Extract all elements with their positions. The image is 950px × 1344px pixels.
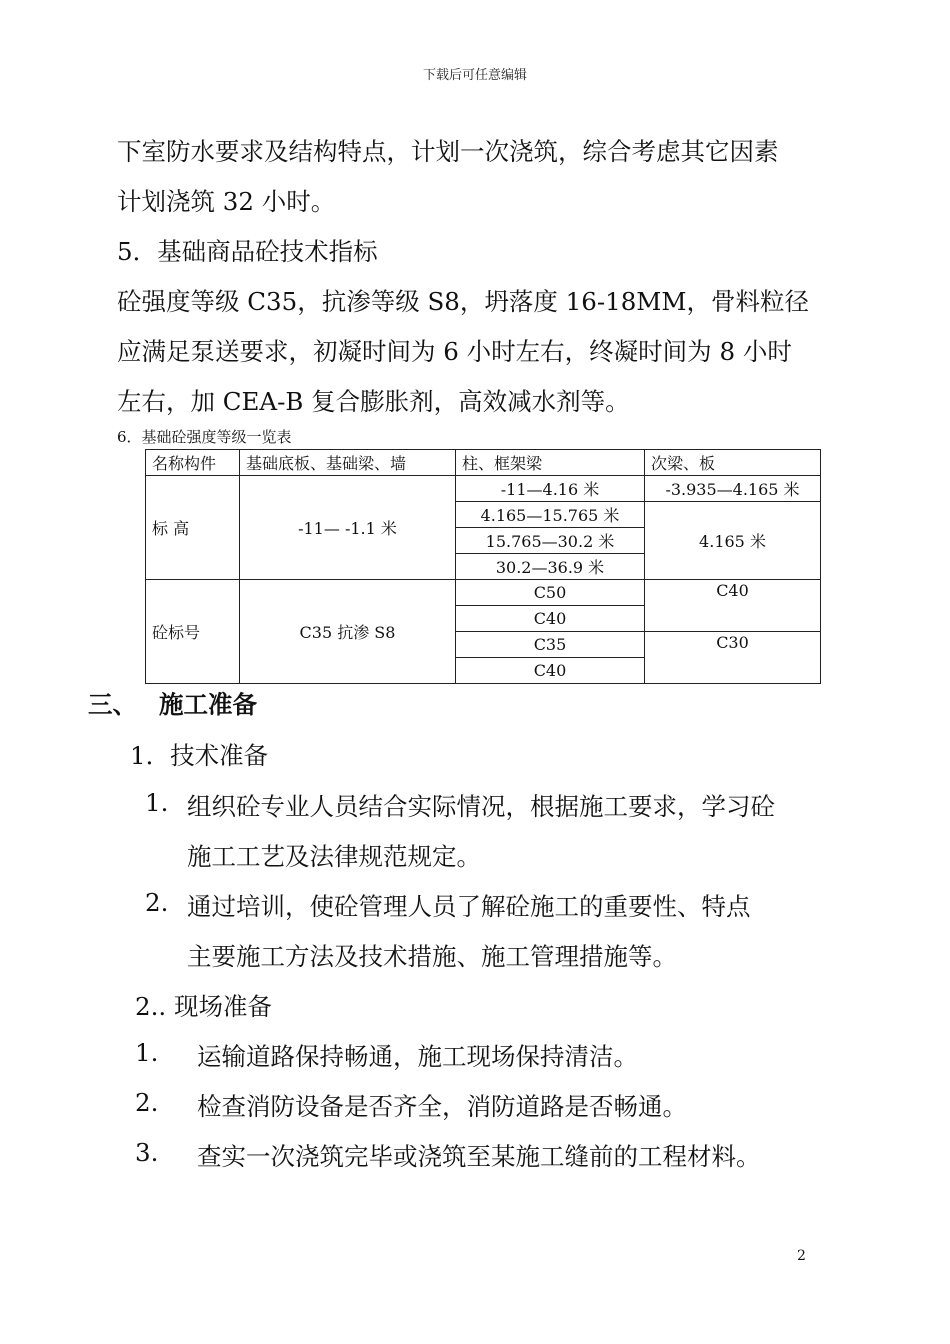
elevation-column-cell: 15.765—30.2 米 (456, 528, 645, 554)
tech-item-line-1: 组织砼专业人员结合实际情况，根据施工要求，学习砼 (187, 792, 775, 821)
site-item-number: 1. (135, 1038, 159, 1067)
table-header-cell: 名称构件 (146, 450, 240, 476)
item5-line-2: 应满足泵送要求，初凝时间为 6 小时左右，终凝时间为 8 小时 (117, 337, 792, 366)
concrete-grade-table (145, 449, 821, 684)
page-number: 2 (797, 1248, 806, 1264)
table-header-row (146, 450, 821, 476)
item5-line-3: 左右，加 CEA-B 复合膨胀剂，高效减水剂等。 (117, 387, 630, 416)
intro-line-2: 计划浇筑 32 小时。 (117, 187, 336, 216)
item6-heading: 6．基础砼强度等级一览表 (117, 428, 292, 446)
elevation-foundation: -11— -1.1 米 (240, 476, 456, 580)
table-row (146, 580, 821, 606)
page-header: 下载后可任意编辑 (422, 68, 527, 83)
tech-item-line-2: 施工工艺及法律规范规定。 (187, 842, 481, 871)
grade-label: 砼标号 (146, 580, 240, 684)
grade-column-cell: C35 (456, 632, 645, 658)
site-item-number: 3. (135, 1138, 159, 1167)
table-row (146, 476, 821, 502)
tech-item-number: 2. (145, 888, 169, 917)
section-title: 施工准备 (159, 690, 257, 719)
table-header-cell: 次梁、板 (645, 450, 821, 476)
intro-line-1: 下室防水要求及结构特点，计划一次浇筑，综合考虑其它因素 (117, 137, 779, 166)
grade-foundation: C35 抗渗 S8 (240, 580, 456, 684)
elevation-beam-cell: -3.935—4.165 米 (645, 476, 821, 502)
elevation-label: 标 高 (146, 476, 240, 580)
elevation-column-cell: 4.165—15.765 米 (456, 502, 645, 528)
site-heading: 2.. 现场准备 (135, 992, 272, 1021)
tech-item-line-1: 通过培训，使砼管理人员了解砼施工的重要性、特点 (187, 892, 751, 921)
tech-item-number: 1. (145, 788, 169, 817)
grade-column-cell: C40 (456, 658, 645, 684)
table-header-cell: 柱、框架梁 (456, 450, 645, 476)
site-item-text: 检查消防设备是否齐全，消防道路是否畅通。 (197, 1092, 687, 1121)
grade-beam-cell: C40 (645, 580, 821, 632)
site-item-text: 查实一次浇筑完毕或浇筑至某施工缝前的工程材料。 (197, 1142, 761, 1171)
tech-item-line-2: 主要施工方法及技术措施、施工管理措施等。 (187, 942, 677, 971)
site-item-text: 运输道路保持畅通，施工现场保持清洁。 (197, 1042, 638, 1071)
elevation-beam-cell: 4.165 米 (645, 502, 821, 580)
section-heading (88, 686, 257, 721)
section-number: 三、 (88, 690, 137, 719)
table-header-cell: 基础底板、基础梁、墙 (240, 450, 456, 476)
grade-column-cell: C40 (456, 606, 645, 632)
grade-column-cell: C50 (456, 580, 645, 606)
elevation-column-cell: -11—4.16 米 (456, 476, 645, 502)
site-item-number: 2. (135, 1088, 159, 1117)
tech-heading: 1．技术准备 (130, 741, 269, 770)
grade-beam-cell: C30 (645, 632, 821, 684)
item5-heading: 5．基础商品砼技术指标 (117, 237, 378, 266)
elevation-column-cell: 30.2—36.9 米 (456, 554, 645, 580)
item5-line-1: 砼强度等级 C35，抗渗等级 S8，坍落度 16-18MM，骨料粒径 (117, 287, 809, 316)
